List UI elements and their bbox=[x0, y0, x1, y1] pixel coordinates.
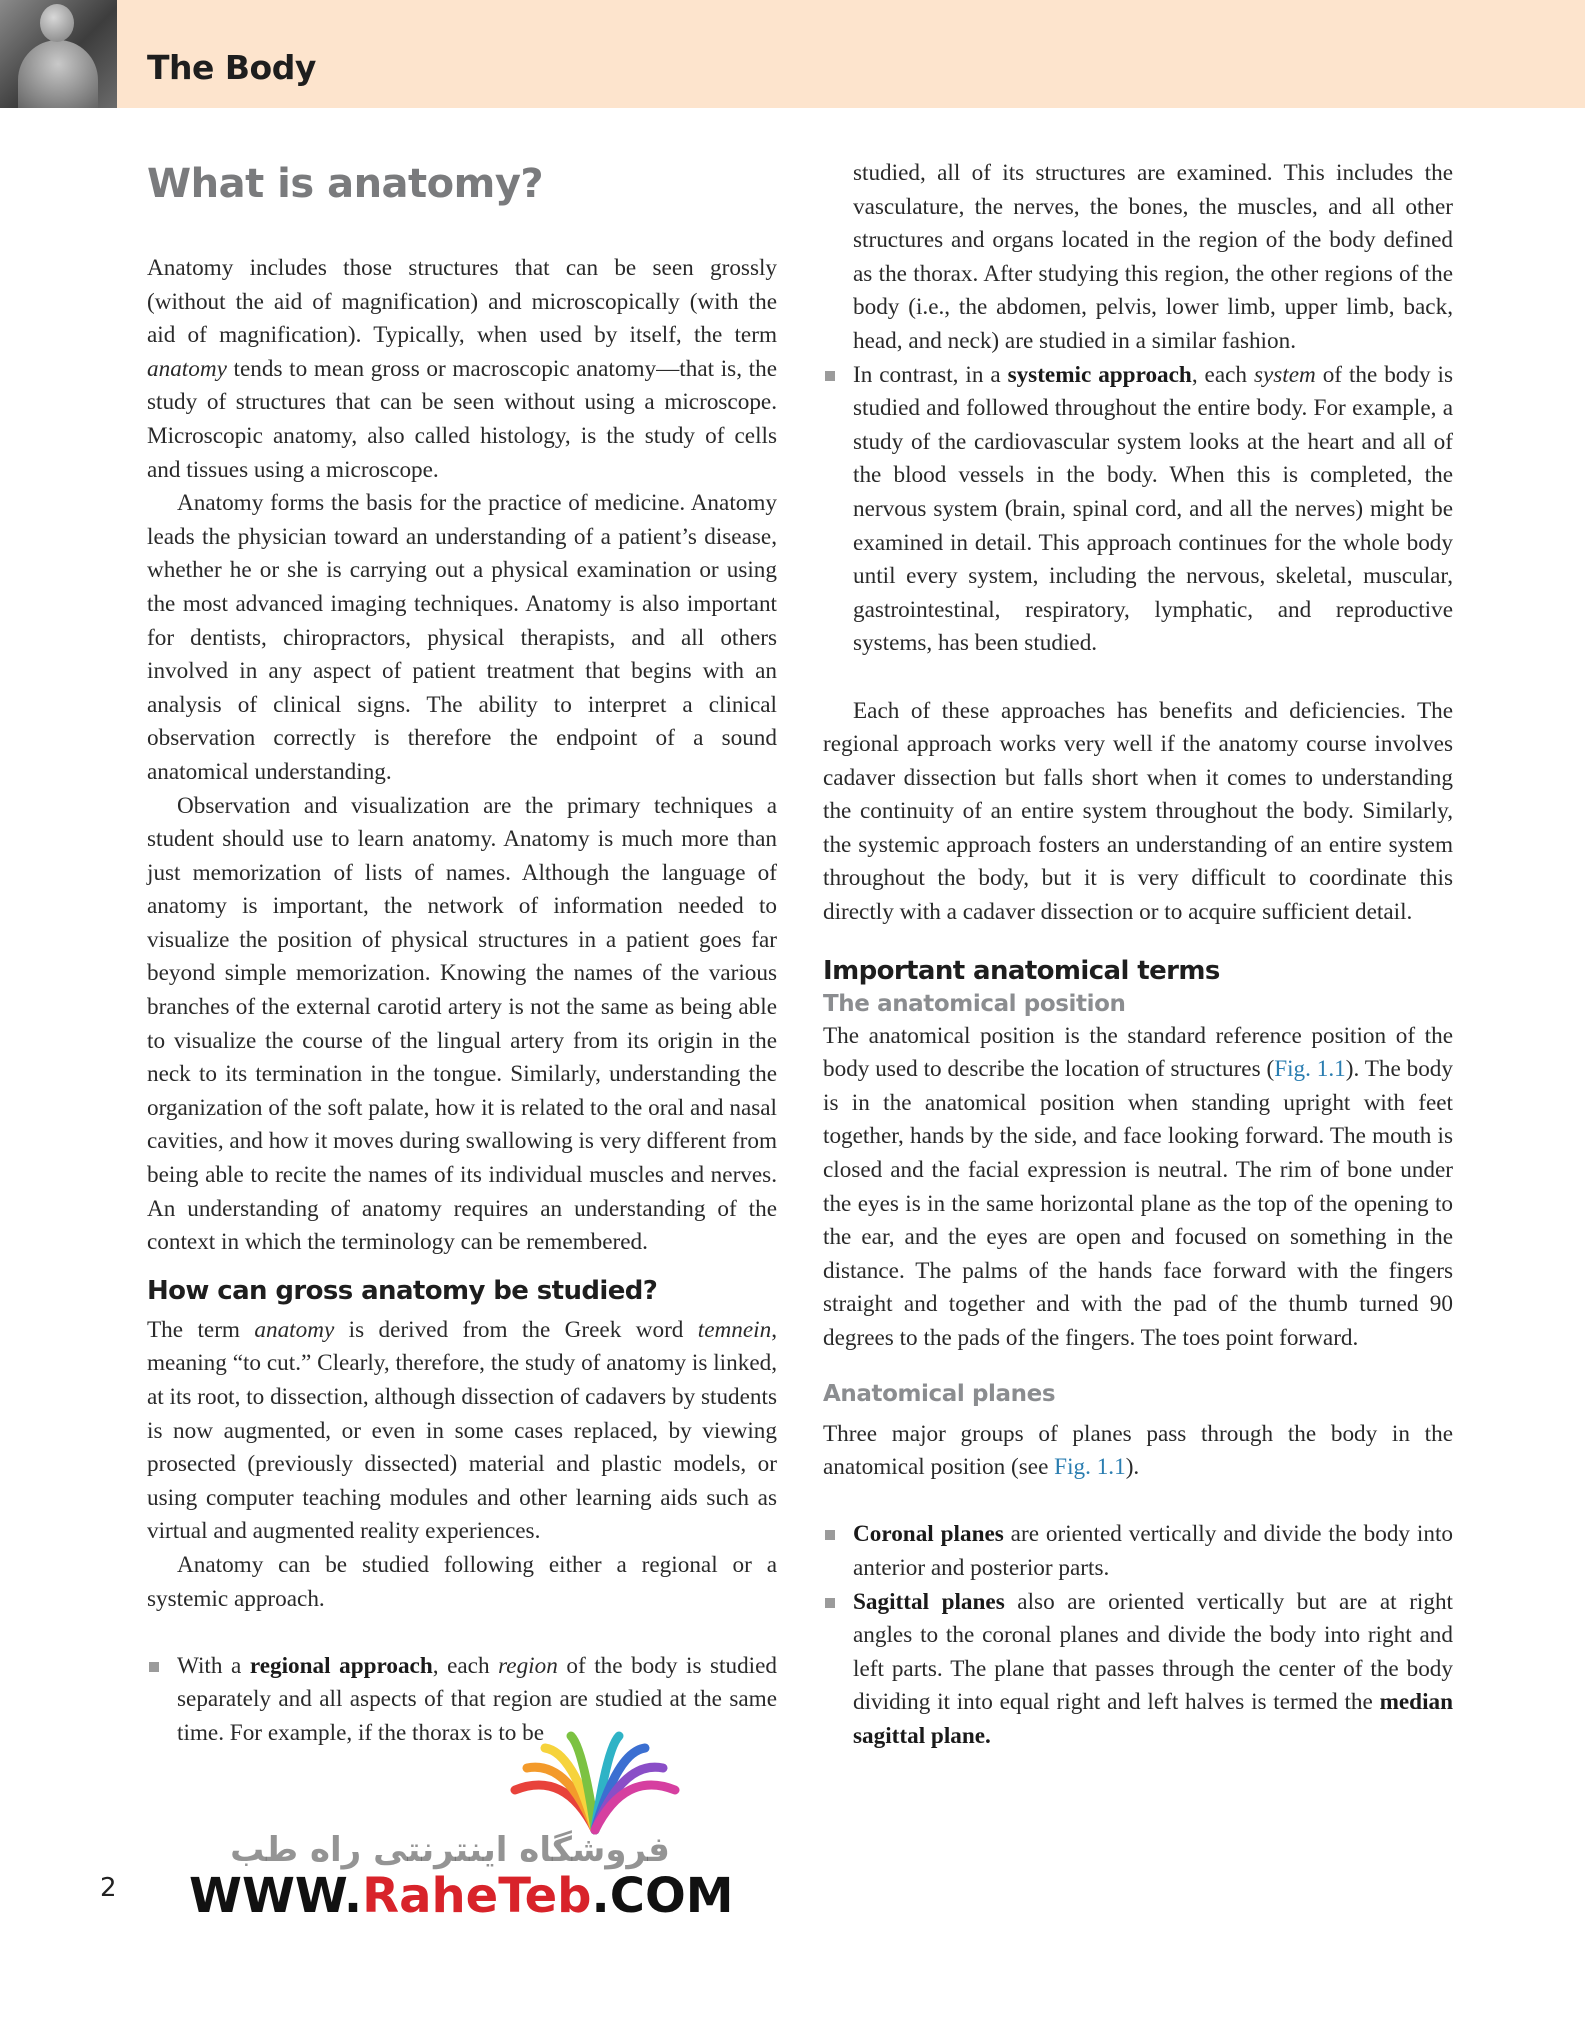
list-item: In contrast, in a systemic approach, each system of the body is studied and followed throughout the entire body. For example, a study of the cardiovascular system looks at the heart and all of the blood vessels in the body. When this is completed, the nervous system (brain, spinal cord, and all the nerves) might be examined in detail. This approach continues for the whole body until every system, including the nervous, skeletal, muscular, gastrointestinal, respiratory, lymphatic, and reproductive systems, has been studied. bbox=[823, 359, 1453, 661]
left-column bbox=[147, 160, 777, 1751]
list-item: With a regional approach, each region of the body is studied separately and all aspects of that region are studied at the same time. For example, if the thorax is to be bbox=[147, 1650, 777, 1751]
paragraph: Each of these approaches has benefits and deficiencies. The regional approach works very well if the anatomy course involves cadaver dissection but falls short when it comes to understanding the continuity of an entire system throughout the body. Similarly, the systemic approach fosters an understanding of an entire system throughout the body, but it is very difficult to coordinate this directly with a cadaver dissection or to acquire sufficient detail. bbox=[823, 697, 1453, 926]
paragraph: The anatomical position is the standard reference position of the body used to describe the location of structures (Fig. 1.1). The body is in the anatomical position when standing upright with feet together, hands by the side, and face looking forward. The mouth is closed and the facial expression is neutral. The rim of bone under the eyes is in the same horizontal plane as the top of the opening to the ear, and the eyes are open and focused on something in the distance. The palms of the hands face forward with the fingers straight and together and with the pad of the thumb turned 90 degrees to the pads of the fingers. The toes point forward. bbox=[823, 1022, 1453, 1351]
list-item: Coronal planes are oriented vertically and divide the body into anterior and posterior parts. bbox=[823, 1518, 1453, 1585]
right-column bbox=[823, 157, 1453, 1754]
paragraph: Three major groups of planes pass through the body in the anatomical position (see Fig. 1.1). bbox=[823, 1420, 1453, 1481]
list-item: Sagittal planes also are oriented vertically but are at right angles to the coronal planes and divide the body into right and left parts. The plane that passes through the center of the body dividing it into equal right and left halves is termed the median sagittal plane. bbox=[823, 1586, 1453, 1754]
head-figure-icon bbox=[40, 4, 74, 42]
watermark bbox=[175, 1730, 734, 1930]
subsection-heading: The anatomical position bbox=[823, 990, 1126, 1017]
paragraph: Anatomy includes those structures that can be seen grossly (without the aid of magnification) and microscopically (with the aid of magnification). Typically, when used by itself, the term anatomy tends to mean gross or macroscopic anatomy—that is, the study of structures that can be seen without using a microscope. Microscopic anatomy, also called histology, is the study of cells and tissues using a microscope. bbox=[147, 255, 777, 483]
page-number: 2 bbox=[100, 1873, 117, 1903]
bullet-list bbox=[823, 1518, 1453, 1753]
section-heading: Important anatomical terms bbox=[823, 955, 1220, 986]
paragraph: The term anatomy is derived from the Greek word temnein, meaning “to cut.” Clearly, therefore, the study of anatomy is linked, at its root, to dissection, although dissection of cadavers by students is now augmented, or even in some cases replaced, by viewing prosected (previously dissected) material and plastic models, or using computer teaching modules and other learning aids such as virtual and augmented reality experiences. bbox=[147, 1316, 777, 1545]
bullet-list bbox=[823, 157, 1453, 661]
chapter-title: The Body bbox=[147, 48, 316, 87]
header-thumbnail-image bbox=[0, 0, 117, 108]
watermark-persian-text: فروشگاه اینترنتی راه طب bbox=[230, 1830, 670, 1870]
figure-link[interactable]: Fig. 1.1 bbox=[1274, 1056, 1346, 1083]
section-heading: How can gross anatomy be studied? bbox=[147, 1275, 658, 1306]
paragraph: Anatomy forms the basis for the practice of medicine. Anatomy leads the physician toward an understanding of a patient’s disease, whether he or she is carrying out a physical examination or using the most advanced imaging techniques. Anatomy is also important for dentists, chiropractors, physical therapists, and all others involved in any aspect of patient treatment that begins with an analysis of clinical signs. The ability to interpret a clinical observation correctly is therefore the endpoint of a sound anatomical understanding. bbox=[147, 490, 777, 785]
figure-link[interactable]: Fig. 1.1 bbox=[1054, 1454, 1126, 1481]
book-logo-icon bbox=[505, 1730, 685, 1840]
watermark-url: WWW.RaheTeb.COM bbox=[189, 1868, 734, 1924]
subsection-heading: Anatomical planes bbox=[823, 1380, 1056, 1407]
body-figure-icon bbox=[18, 40, 98, 108]
paragraph: Anatomy can be studied following either a regional or a systemic approach. bbox=[147, 1551, 777, 1612]
list-item-continued: studied, all of its structures are examined. This includes the vasculature, the nerves, the bones, the muscles, and all other structures and organs located in the region of the body defined as the thorax. After studying this region, the other regions of the body (i.e., the abdomen, pelvis, lower limb, upper limb, back, head, and neck) are studied in a similar fashion. bbox=[853, 160, 1453, 354]
paragraph: Observation and visualization are the primary techniques a student should use to learn anatomy. Anatomy is much more than just memorization of lists of names. Although the language of anatomy is important, the network of information needed to visualize the position of physical structures in a patient goes far beyond simple memorization. Knowing the names of the various branches of the external carotid artery is not the same as being able to visualize the course of the lingual artery from its origin in the neck to its termination in the tongue. Similarly, understanding the organization of the soft palate, how it is related to the oral and nasal cavities, and how it moves during swallowing is very different from being able to recite the names of its individual muscles and nerves. An understanding of anatomy requires an understanding of the context in which the terminology can be remembered. bbox=[147, 792, 778, 1256]
page-title: What is anatomy? bbox=[147, 161, 544, 207]
